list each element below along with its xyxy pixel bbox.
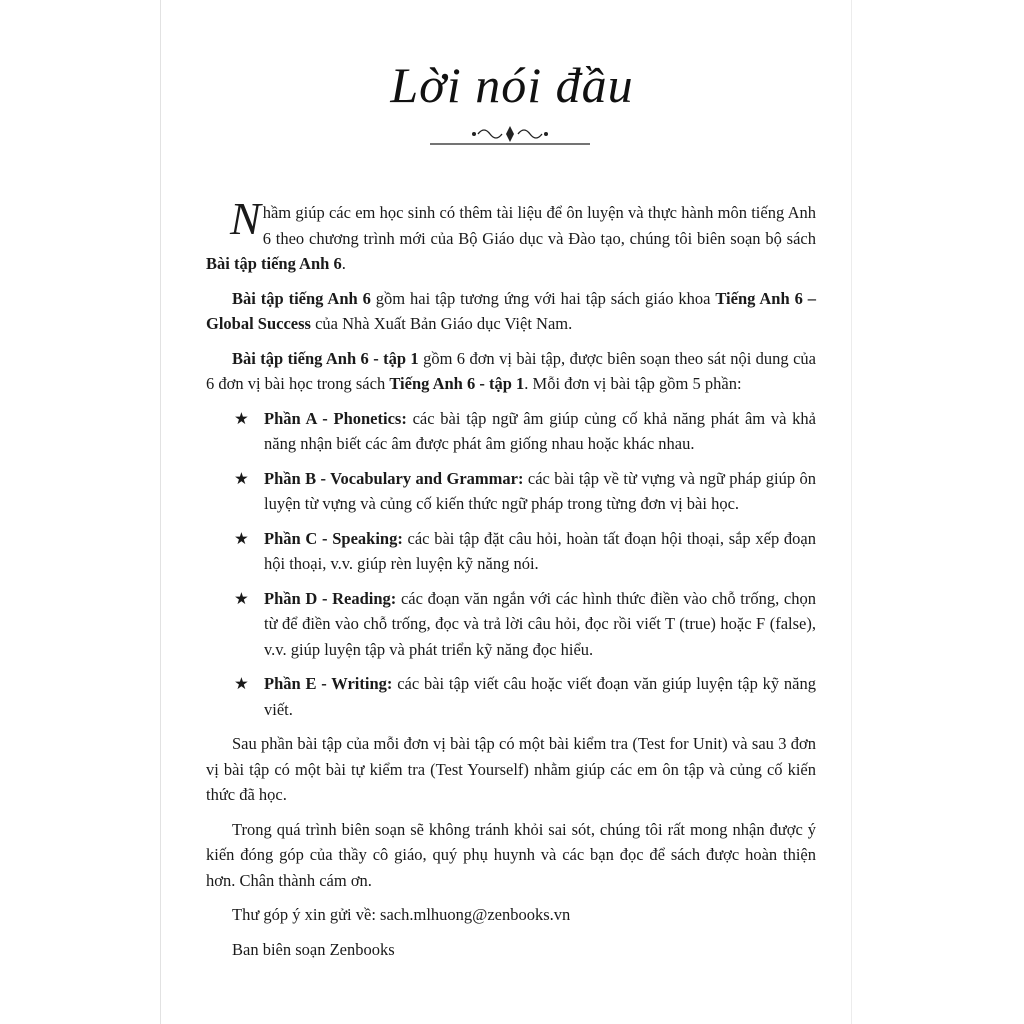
page-title: Lời nói đầu [390,57,634,113]
part-text: các bài tập đặt câu hỏi, hoàn tất đoạn hội thoại, sắp xếp đoạn hội thoại, v.v. giúp rèn luyện kỹ năng nói. [264,528,816,573]
list-item [206,406,816,457]
part-text: các bài tập viết câu hoặc viết đoạn văn giúp luyện tập kỹ năng viết. [264,674,816,719]
part-text: các bài tập ngữ âm giúp củng cố khả năng phát âm và khả năng nhận biết các âm được phát âm giống nhau hoặc khác nhau. [264,408,816,453]
p3-book-title: Bài tập tiếng Anh 6 - tập 1 [232,348,419,368]
paragraph-volume1 [206,346,816,397]
part-label: Phần A - Phonetics: [264,408,407,428]
star-icon: ★ [234,674,249,693]
list-item [206,671,816,722]
drop-cap: N [230,193,261,244]
paragraph-volumes [206,286,816,337]
part-label: Phần B - Vocabulary and Grammar: [264,468,524,488]
p2-textbook: Tiếng Anh 6 – Global Success [206,288,816,333]
ornament-divider [430,122,590,148]
part-label: Phần C - Speaking: [264,528,403,548]
list-item [206,466,816,517]
intro-end: . [341,254,346,273]
p3-text1: gồm 6 đơn vị bài tập, được biên soạn theo sát nội dung của 6 đơn vị bài học trong sách [206,348,816,393]
intro-book-title: Bài tập tiếng Anh 6 [206,254,342,273]
part-label: Phần E - Writing: [264,674,393,693]
star-icon: ★ [234,468,249,488]
preface-body [206,193,816,971]
star-icon: ★ [234,408,249,428]
star-icon: ★ [234,528,249,548]
paragraph-tests: Sau phần bài tập của mỗi đơn vị bài tập có một bài kiểm tra (Test for Unit) và sau 3 đơn vị bài tập có một bài tự kiểm tra (Test Yourself) nhằm giúp các em ôn tập và củng cố kiến thức đã học. [206,734,816,804]
p3-textbook: Tiếng Anh 6 - tập 1 [389,374,525,393]
paragraph-feedback-request: Trong quá trình biên soạn sẽ không tránh khỏi sai sót, chúng tôi rất mong nhận được ý kiến đóng góp của thầy cô giáo, quý phụ huynh và các bạn đọc để sách được hoàn thiện hơn. Chân thành cám ơn. [206,819,816,890]
star-icon: ★ [234,588,249,608]
intro-text: hầm giúp các em học sinh có thêm tài liệu để ôn luyện và thực hành môn tiếng Anh 6 theo chương trình mới của Bộ Giáo dục và Đào tạo, chúng tôi biên soạn bộ sách [262,203,816,248]
p2-book-title: Bài tập tiếng Anh 6 [232,288,371,308]
part-text: các đoạn văn ngắn với các hình thức điền vào chỗ trống, chọn từ để điền vào chỗ trống, đọc và trả lời câu hỏi, đọc rồi viết T (true) hoặc F (false), v.v. giúp luyện tập và phát triển kỹ năng đọc hiểu. [264,588,816,659]
parts-list [206,406,816,723]
list-item [206,526,816,577]
p3-text2: . Mỗi đơn vị bài tập gồm 5 phần: [524,374,742,393]
feedback-email: Thư góp ý xin gửi về: sach.mlhuong@zenbooks.vn [232,905,571,924]
signature: Ban biên soạn Zenbooks [232,939,395,959]
p2-text2: của Nhà Xuất Bản Giáo dục Việt Nam. [310,314,573,333]
part-label: Phần D - Reading: [264,588,397,608]
list-item [206,586,816,663]
intro-paragraph [206,193,816,277]
p2-text1: gồm hai tập tương ứng với hai tập sách giáo khoa [370,288,716,308]
part-text: các bài tập về từ vựng và ngữ pháp giúp ôn luyện từ vựng và củng cố kiến thức ngữ pháp trong từng đơn vị bài học. [264,468,816,513]
